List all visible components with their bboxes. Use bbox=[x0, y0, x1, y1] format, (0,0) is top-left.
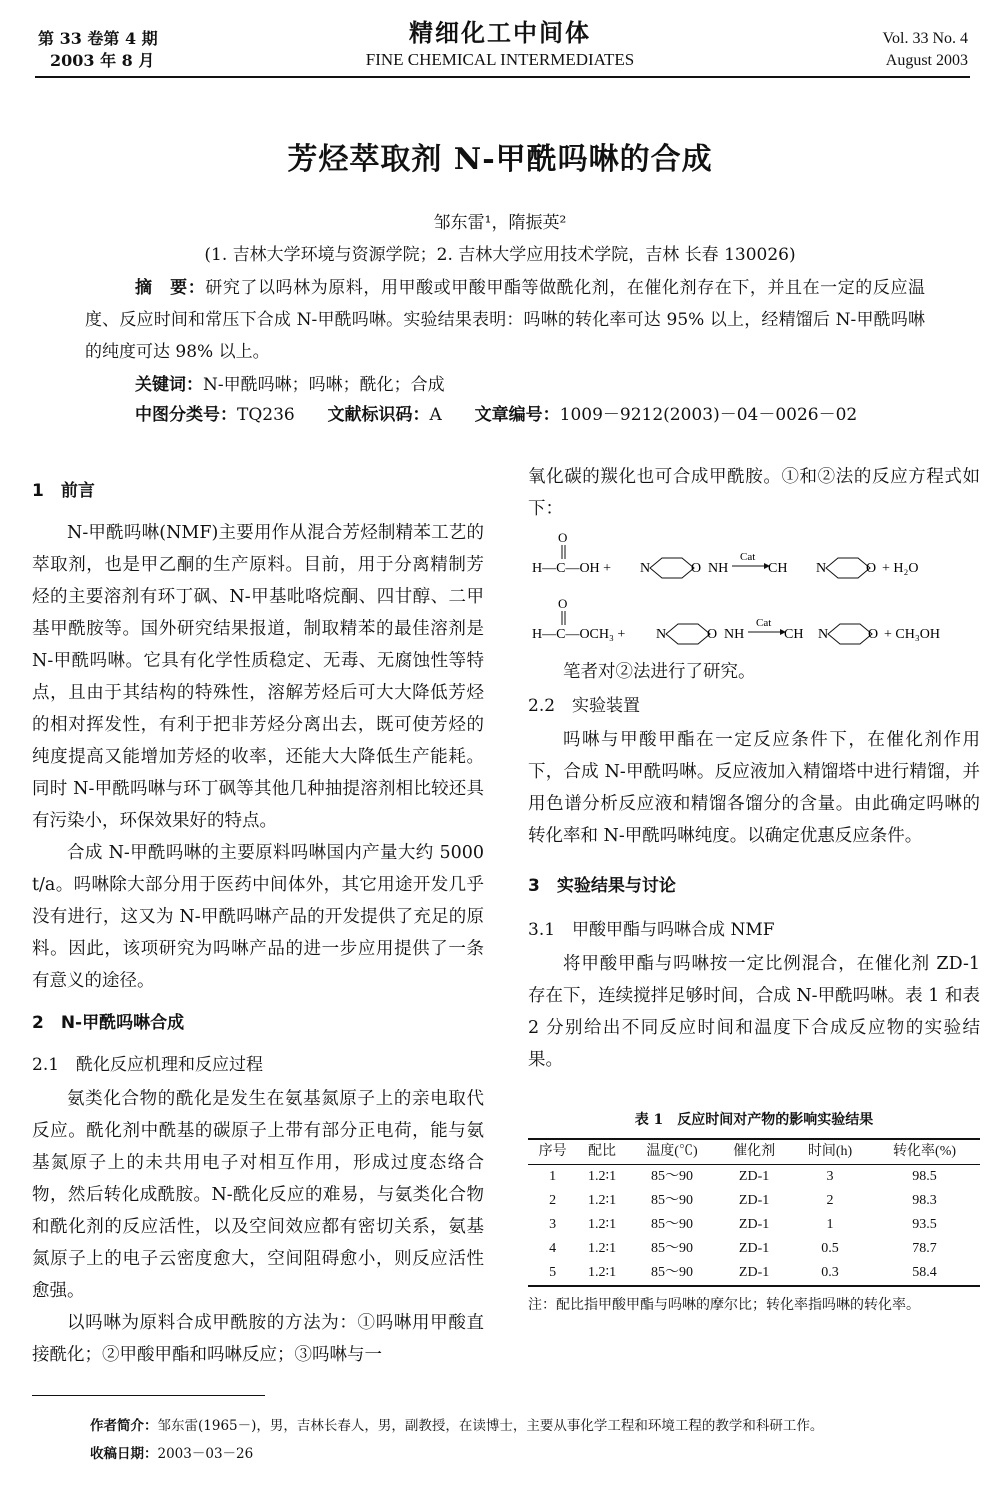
catalyst-label: Cat bbox=[756, 617, 772, 629]
received-date bbox=[90, 1440, 823, 1468]
table-cell: 3 bbox=[826, 1169, 834, 1184]
byproduct: + CH₃OH bbox=[884, 627, 940, 642]
header-rule bbox=[35, 76, 970, 78]
table-row bbox=[528, 1237, 980, 1261]
footnote bbox=[90, 1412, 823, 1468]
amine-nh: NH bbox=[724, 627, 745, 642]
paragraph: 吗啉与甲酸甲酯在一定反应条件下，在催化剂作用下，合成 N-甲酰吗啉。反应液加入精馏塔中进行精馏，并用色谱分析反应液和精馏各馏分的含量。由此确定吗啉的转化率和 N-甲酰吗啉纯度。以确定优惠反应条件。 bbox=[528, 730, 980, 846]
table-cell: 85～90 bbox=[650, 1241, 693, 1256]
table-cell: 98.3 bbox=[912, 1193, 937, 1208]
formyl-ch: CH bbox=[768, 561, 788, 576]
byproduct: + H₂O bbox=[882, 561, 919, 576]
paragraph-continued: 氧化碳的羰化也可合成甲酰胺。①和②法的反应方程式如下： bbox=[528, 467, 980, 519]
table-cell: ZD-1 bbox=[738, 1217, 770, 1232]
carbonyl-oxygen: O bbox=[558, 530, 568, 545]
table-cell: 1 bbox=[826, 1217, 834, 1232]
table-1 bbox=[528, 1138, 980, 1287]
date-cn: 2003 年 8 月 bbox=[50, 51, 155, 70]
catalyst-label: Cat bbox=[740, 551, 756, 563]
classification bbox=[135, 400, 857, 425]
table-cell: 1.2∶1 bbox=[587, 1169, 617, 1184]
reaction-2-graphic bbox=[528, 594, 980, 656]
right-column bbox=[528, 461, 980, 525]
doc-code-label: 文献标识码： bbox=[327, 405, 430, 425]
journal-masthead bbox=[0, 18, 1000, 72]
authors: 邹东雷¹，隋振英² bbox=[433, 213, 567, 233]
table-row bbox=[528, 1261, 980, 1286]
doc-code-value: A bbox=[429, 405, 442, 425]
author-bio-label: 作者简介： bbox=[90, 1418, 158, 1434]
table-header-cell: 催化剂 bbox=[733, 1144, 776, 1159]
reactant-acid: H—C—OH + bbox=[532, 561, 612, 576]
product-ring-n: N bbox=[818, 627, 829, 642]
received-date-label: 收稿日期： bbox=[90, 1446, 158, 1462]
paragraph: 以吗啉为原料合成甲酰胺的方法为：①吗啉用甲酸直接酰化；②甲酸甲酯和吗啉反应；③吗啉与一 bbox=[32, 1313, 484, 1365]
table-cell: 85～90 bbox=[650, 1169, 693, 1184]
section-2-heading: 2 N-甲酰吗啉合成 bbox=[32, 1013, 185, 1033]
product-ring-n: N bbox=[816, 561, 827, 576]
ring-n: N bbox=[640, 561, 651, 576]
volume-issue-en: Vol. 33 No. 4 bbox=[882, 30, 968, 47]
left-column bbox=[32, 465, 484, 1371]
table-cell: 2 bbox=[549, 1193, 557, 1208]
table-header-cell: 配比 bbox=[588, 1144, 617, 1159]
footnote-rule bbox=[32, 1395, 265, 1396]
table-cell: 1.2∶1 bbox=[587, 1241, 617, 1256]
table-row bbox=[528, 1165, 980, 1190]
paragraph: 氨类化合物的酰化是发生在氨基氮原子上的亲电取代反应。酰化剂中酰基的碳原子上带有部分正电荷，能与氨基氮原子上的未共用电子对相互作用，形成过度态络合物，然后转化成酰胺。N-酰化反应的难易，与氨类化合物和酰化剂的反应活性，以及空间效应都有密切关系，氨基氮原子上的电子云密度愈大，空间阻碍愈小，则反应活性愈强。 bbox=[32, 1089, 484, 1301]
keywords-text: N-甲酰吗啉；吗啉；酰化；合成 bbox=[203, 375, 445, 395]
paragraph: 笔者对②法进行了研究。 bbox=[563, 662, 756, 682]
paper-title: 芳烃萃取剂 N-甲酰吗啉的合成 bbox=[287, 142, 713, 177]
table-cell: ZD-1 bbox=[738, 1169, 770, 1184]
table-cell: 1 bbox=[549, 1169, 557, 1184]
article-no-value: 1009－9212(2003)－04－0026－02 bbox=[559, 405, 858, 425]
table-header-cell: 转化率(%) bbox=[893, 1144, 957, 1159]
clc-label: 中图分类号： bbox=[135, 405, 237, 425]
abstract bbox=[85, 272, 925, 368]
abstract-label: 摘 要： bbox=[135, 278, 206, 298]
subsection-2-2-heading: 2.2 实验装置 bbox=[528, 696, 641, 716]
clc-value: TQ236 bbox=[237, 405, 295, 425]
journal-name-en: FINE CHEMICAL INTERMEDIATES bbox=[365, 50, 635, 69]
table-cell: 0.3 bbox=[821, 1265, 839, 1280]
carbonyl-oxygen: O bbox=[558, 596, 568, 611]
subsection-2-1-heading: 2.1 酰化反应机理和反应过程 bbox=[32, 1055, 264, 1075]
ring-n: N bbox=[656, 627, 667, 642]
table-header-cell: 时间(h) bbox=[807, 1144, 853, 1159]
table-cell: 2 bbox=[826, 1193, 834, 1208]
table-cell: 4 bbox=[549, 1241, 557, 1256]
table-header-cell: 温度(℃) bbox=[646, 1144, 698, 1159]
equations bbox=[528, 528, 980, 656]
morpholine-ring bbox=[666, 624, 710, 644]
table-cell: ZD-1 bbox=[738, 1193, 770, 1208]
table-cell: 85～90 bbox=[650, 1217, 693, 1232]
subsection-3-1-heading: 3.1 甲酸甲酯与吗啉合成 NMF bbox=[528, 920, 775, 940]
table-header-row bbox=[528, 1139, 980, 1165]
product-ring-o: O bbox=[866, 561, 877, 576]
table-cell: 1.2∶1 bbox=[587, 1193, 617, 1208]
keywords bbox=[135, 370, 445, 395]
author-bio-text: 邹东雷(1965－)，男，吉林长春人，男，副教授，在读博士，主要从事化学工程和环境工程的教学和科研工作。 bbox=[157, 1418, 824, 1434]
table-cell: 1.2∶1 bbox=[587, 1265, 617, 1280]
author-bio bbox=[90, 1412, 823, 1440]
reaction-equation-2 bbox=[528, 594, 980, 656]
table-cell: 1.2∶1 bbox=[587, 1217, 617, 1232]
received-date-text: 2003－03－26 bbox=[157, 1446, 254, 1462]
reaction-1-graphic bbox=[528, 528, 980, 590]
table-cell: 93.5 bbox=[912, 1217, 937, 1232]
section-3-heading: 3 实验结果与讨论 bbox=[528, 876, 676, 896]
header-right bbox=[883, 28, 969, 72]
paragraph: 将甲酸甲酯与吗啉按一定比例混合，在催化剂 ZD-1 存在下，连续搅拌足够时间，合成 N-甲酰吗啉。表 1 和表 2 分别给出不同反应时间和温度下合成反应物的实验结果。 bbox=[528, 954, 980, 1070]
table-row bbox=[528, 1213, 980, 1237]
table-cell: ZD-1 bbox=[738, 1265, 770, 1280]
reaction-equation-1 bbox=[528, 528, 980, 590]
amine-nh: NH bbox=[708, 561, 729, 576]
table-row bbox=[528, 1189, 980, 1213]
table-cell: 85～90 bbox=[650, 1193, 693, 1208]
table-cell: ZD-1 bbox=[738, 1241, 770, 1256]
table-cell: 0.5 bbox=[821, 1241, 839, 1256]
ring-o: O bbox=[707, 627, 718, 642]
reactant-ester: H—C—OCH₃ + bbox=[532, 627, 626, 642]
table-header-cell: 序号 bbox=[538, 1144, 567, 1159]
product-ring bbox=[828, 624, 872, 644]
table-cell: 85～90 bbox=[650, 1265, 693, 1280]
table-1-note: 注：配比指甲酸甲酯与吗啉的摩尔比；转化率指吗啉的转化率。 bbox=[528, 1297, 920, 1313]
paragraph: N-甲酰吗啉(NMF)主要用作从混合芳烃制精苯工艺的萃取剂，也是甲乙酮的生产原料。目前，用于分离精制芳烃的主要溶剂有环丁砜、N-甲基吡咯烷酮、四甘醇、二甲基甲酰胺等。国外研究结果报道，制取精苯的最佳溶剂是 N-甲酰吗啉。它具有化学性质稳定、无毒、无腐蚀性等特点，且由于其结构的特殊性，溶解芳烃后可大大降低芳烃的相对挥发性，有利于把非芳烃分离出去，既可使芳烃的纯度提高又能增加芳烃的收率，还能大大降低生产能耗。同时 N-甲酰吗啉与环丁砜等其他几种抽提溶剂相比较还具有污染小，环保效果好的特点。 bbox=[32, 523, 484, 831]
journal-name-cn: 精细化工中间体 bbox=[409, 18, 591, 47]
volume-issue-cn: 第 33 卷第 4 期 bbox=[38, 29, 158, 48]
date-en: August 2003 bbox=[885, 52, 968, 69]
product-ring bbox=[826, 558, 870, 578]
product-ring-o: O bbox=[868, 627, 879, 642]
morpholine-ring bbox=[650, 558, 694, 578]
table-cell: 58.4 bbox=[912, 1265, 937, 1280]
right-column-body bbox=[528, 656, 980, 1315]
table-cell: 3 bbox=[549, 1217, 557, 1232]
paragraph-continuation bbox=[528, 461, 980, 525]
table-cell: 78.7 bbox=[912, 1241, 937, 1256]
table-cell: 98.5 bbox=[912, 1169, 937, 1184]
formyl-ch: CH bbox=[784, 627, 804, 642]
section-1-heading: 1 前言 bbox=[32, 481, 95, 501]
affiliation: (1. 吉林大学环境与资源学院；2. 吉林大学应用技术学院，吉林 长春 130026) bbox=[204, 245, 796, 265]
ring-o: O bbox=[691, 561, 702, 576]
table-1-caption: 表 1 反应时间对产物的影响实验结果 bbox=[634, 1112, 874, 1128]
keywords-label: 关键词： bbox=[135, 375, 203, 395]
abstract-text: 研究了以吗林为原料，用甲酸或甲酸甲酯等做酰化剂，在催化剂存在下，并且在一定的反应温度、反应时间和常压下合成 N-甲酰吗啉。实验结果表明：吗啉的转化率可达 95% 以上，经精馏后 N-甲酰吗啉的纯度可达 98% 以上。 bbox=[85, 278, 926, 362]
table-cell: 5 bbox=[549, 1265, 557, 1280]
paragraph: 合成 N-甲酰吗啉的主要原料吗啉国内产量大约 5000 t/a。吗啉除大部分用于医药中间体外，其它用途开发几乎没有进行，这又为 N-甲酰吗啉产品的开发提供了充足的原料。因此，该项研究为吗啉产品的进一步应用提供了一条有意义的途径。 bbox=[32, 843, 484, 991]
article-no-label: 文章编号： bbox=[474, 405, 560, 425]
